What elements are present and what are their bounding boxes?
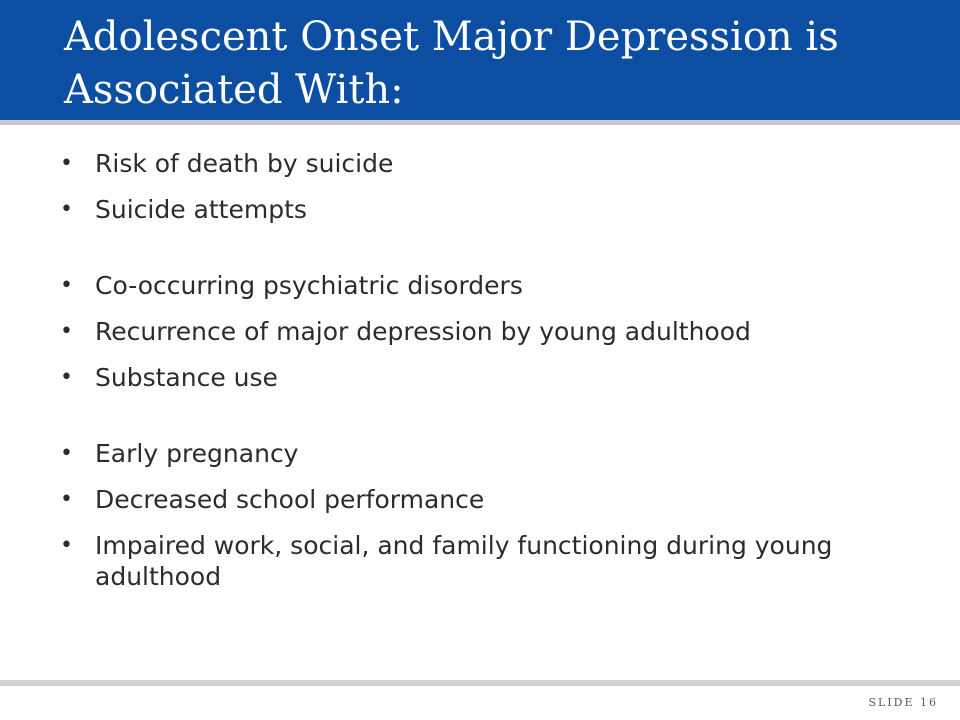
bullet-text: Recurrence of major depression by young adulthood xyxy=(95,317,751,346)
bullet-item xyxy=(60,484,920,515)
bullet-text: Substance use xyxy=(95,363,278,392)
bullet-marker: • xyxy=(60,533,73,558)
bullet-text: Risk of death by suicide xyxy=(95,149,394,178)
bullet-text: Suicide attempts xyxy=(95,195,307,224)
title-bar xyxy=(0,0,960,120)
bullet-text: Early pregnancy xyxy=(95,439,299,468)
bullet-text: Decreased school performance xyxy=(95,485,485,514)
footer-divider xyxy=(0,680,960,686)
bullet-item xyxy=(60,362,920,393)
bullet-marker: • xyxy=(60,487,73,512)
bullet-item xyxy=(60,530,920,592)
bullet-text: Co-occurring psychiatric disorders xyxy=(95,271,523,300)
bullet-item xyxy=(60,194,920,225)
bullet-marker: • xyxy=(60,365,73,390)
bullet-item xyxy=(60,438,920,469)
bullet-marker: • xyxy=(60,151,73,176)
slide-number: SLIDE 16 xyxy=(868,696,938,709)
slide-title: Adolescent Onset Major Depression is Associated With: xyxy=(64,14,839,113)
bullet-text: Impaired work, social, and family functioning during young adulthood xyxy=(95,531,833,591)
bullet-marker: • xyxy=(60,197,73,222)
bullet-marker: • xyxy=(60,441,73,466)
bullet-item xyxy=(60,316,920,347)
bullet-item xyxy=(60,270,920,301)
bullet-list xyxy=(60,148,920,607)
bullet-item xyxy=(60,148,920,179)
title-divider xyxy=(0,120,960,125)
bullet-marker: • xyxy=(60,319,73,344)
bullet-marker: • xyxy=(60,273,73,298)
